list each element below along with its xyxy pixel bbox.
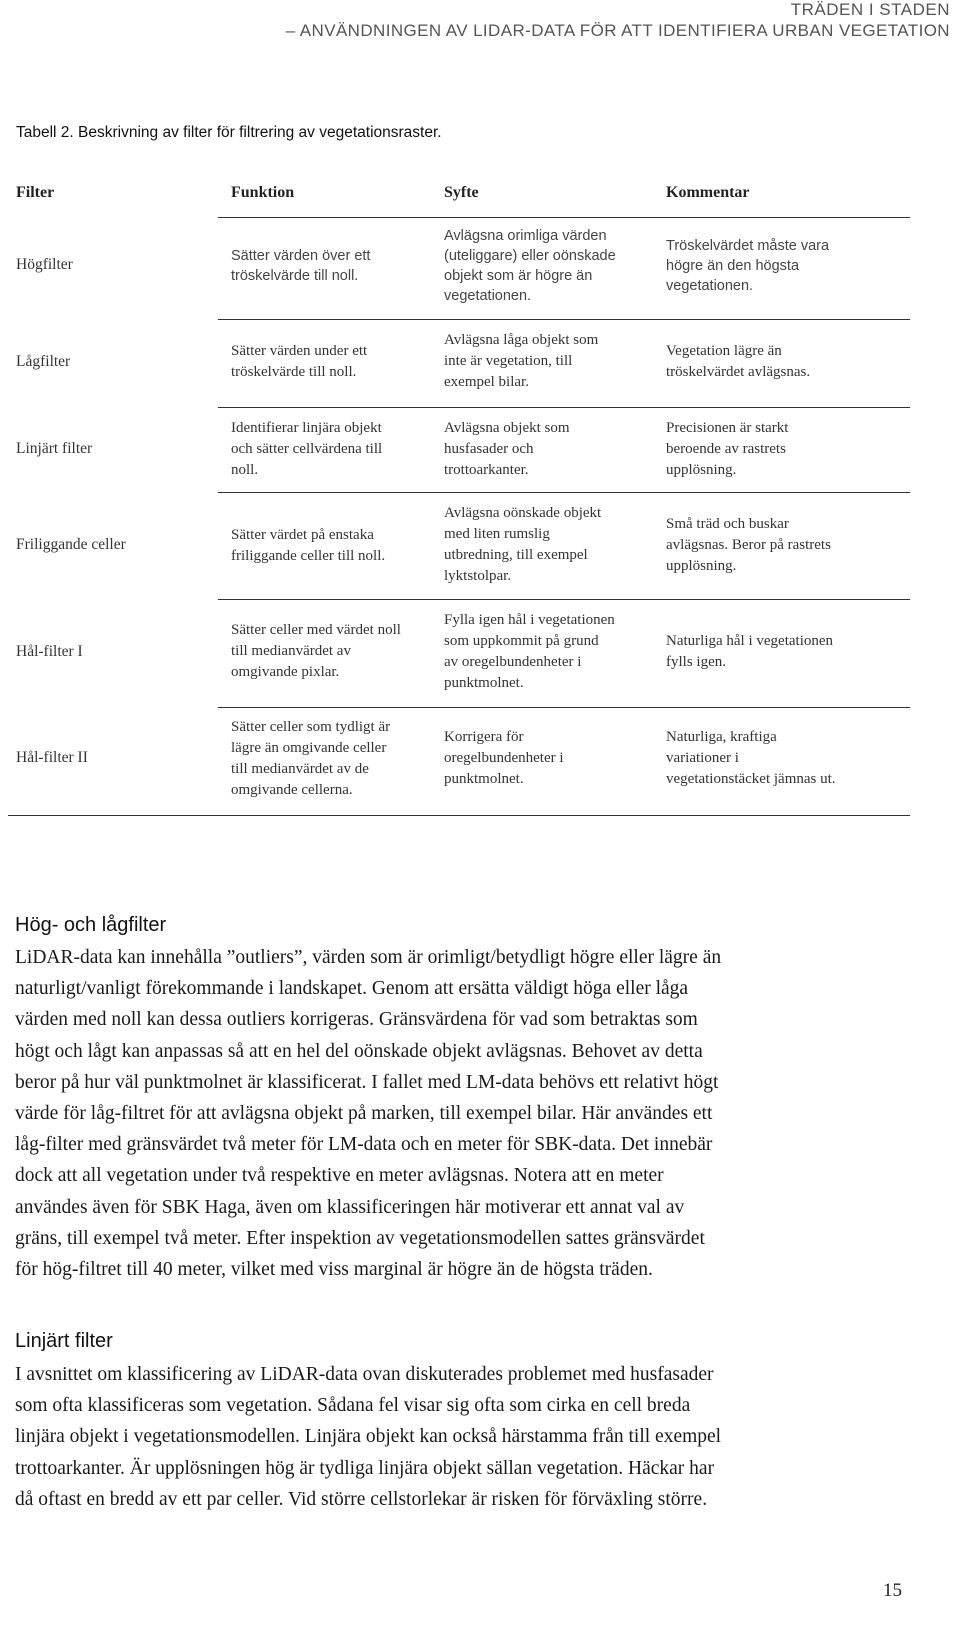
table-rule [218, 319, 910, 320]
table-rule [218, 217, 910, 218]
table-cell-funktion: Sätter värden över ett tröskelvärde till noll. [231, 248, 371, 284]
table-cell-funktion: Sätter värden under ett tröskelvärde till noll. [231, 343, 368, 380]
table-cell-kommentar: Små träd och buskar avlägsnas. Beror på rastrets upplösning. [666, 516, 831, 574]
header-title: TRÄDEN I STADEN [790, 0, 950, 19]
table-rule [218, 492, 910, 493]
table-cell-kommentar: Naturliga, kraftiga variationer i vegetationstäcket jämnas ut. [666, 729, 836, 787]
table-cell-funktion: Sätter celler med värdet noll till medianvärdet av omgivande pixlar. [231, 622, 401, 680]
table-rule [218, 707, 910, 708]
table-cell-syfte: Avlägsna låga objekt som inte är vegetation, till exempel bilar. [444, 332, 599, 390]
table-cell-funktion: Sätter värdet på enstaka friliggande celler till noll. [231, 527, 386, 564]
table-cell-syfte: Fylla igen hål i vegetationen som uppkommit på grund av oregelbundenheter i punktmolnet. [444, 612, 615, 691]
table-cell-syfte: Korrigera för oregelbundenheter i punktmolnet. [444, 729, 564, 787]
table-cell-filter: Linjärt filter [16, 440, 93, 457]
table-cell-filter: Högfilter [16, 256, 73, 273]
table-cell-syfte: Avlägsna oönskade objekt med liten rumslig utbredning, till exempel lyktstolpar. [444, 505, 602, 584]
column-header-syfte: Syfte [444, 184, 479, 201]
table-rule [218, 599, 910, 600]
running-header [286, 0, 950, 42]
section-paragraph: I avsnittet om klassificering av LiDAR-data ovan diskuterades problemet med husfasader som ofta klassificeras som vegetation. Sådana fel visar sig ofta som cirka en cell breda linjära objekt i vegetationsmodellen. Linjära objekt kan också härstamma från till exempel trottoarkanter. Är upplösningen hög är tydliga linjära objekt sällan vegetation. Häckar har då oftast en bredd av ett par celler. Vid större cellstorlekar är risken för förväxling större. [15, 1364, 722, 1510]
column-header-filter: Filter [16, 184, 55, 201]
table-cell-filter: Lågfilter [16, 353, 71, 370]
table-cell-filter: Friliggande celler [16, 536, 126, 553]
section-heading: Hög- och lågfilter [15, 914, 167, 936]
table-rule [218, 407, 910, 408]
table-cell-kommentar: Tröskelvärdet måste vara högre än den högsta vegetationen. [666, 238, 830, 294]
table-cell-kommentar: Vegetation lägre än tröskelvärdet avlägsnas. [666, 343, 811, 380]
table-cell-funktion: Sätter celler som tydligt är lägre än omgivande celler till medianvärdet av de omgivande cellerna. [231, 719, 391, 798]
table-cell-kommentar: Precisionen är starkt beroende av rastrets upplösning. [666, 420, 789, 478]
table-caption: Tabell 2. Beskrivning av filter för filtrering av vegetationsraster. [16, 124, 442, 141]
page-number: 15 [883, 1580, 902, 1601]
table-cell-filter: Hål-filter I [16, 643, 83, 660]
section-paragraph: LiDAR-data kan innehålla ”outliers”, värden som är orimligt/betydligt högre eller lägre än naturligt/vanligt förekommande i landskapet. Genom att ersätta väldigt höga eller låga värden med noll kan dessa outliers korrigeras. Gränsvärdena för vad som betraktas som högt och lågt kan anpassas så att en hel del oönskade objekt avlägsnas. Behovet av detta beror på hur väl punktmolnet är klassificerat. I fallet med LM-data behövs ett relativt högt värde för låg-filtret för att avlägsna objekt på marken, till exempel bilar. Här användes ett låg-filter med gränsvärdet två meter för LM-data och en meter för SBK-data. Det innebär dock att all vegetation under två respektive en meter avlägsnas. Notera att en meter användes även för SBK Haga, även om klassificeringen här motiverar ett annat val av gräns, till exempel två meter. Efter inspektion av vegetationsmodellen sattes gränsvärdet för hög-filtret till 40 meter, vilket med viss marginal är högre än de högsta träden. [15, 947, 722, 1281]
table-cell-syfte: Avlägsna orimliga värden (uteliggare) eller oönskade objekt som är högre än vegetationen. [444, 228, 616, 304]
section-heading: Linjärt filter [15, 1330, 113, 1352]
table-cell-funktion: Identifierar linjära objekt och sätter cellvärdena till noll. [231, 420, 383, 478]
table-bottom-rule [8, 815, 910, 816]
header-subtitle: – ANVÄNDNINGEN AV LIDAR-DATA FÖR ATT IDENTIFIERA URBAN VEGETATION [285, 21, 950, 40]
column-header-kommentar: Kommentar [666, 184, 750, 201]
table-cell-kommentar: Naturliga hål i vegetationen fylls igen. [666, 633, 834, 670]
table-cell-syfte: Avlägsna objekt som husfasader och trottoarkanter. [444, 420, 570, 478]
column-header-funktion: Funktion [231, 184, 295, 201]
table-cell-filter: Hål-filter II [16, 749, 88, 766]
